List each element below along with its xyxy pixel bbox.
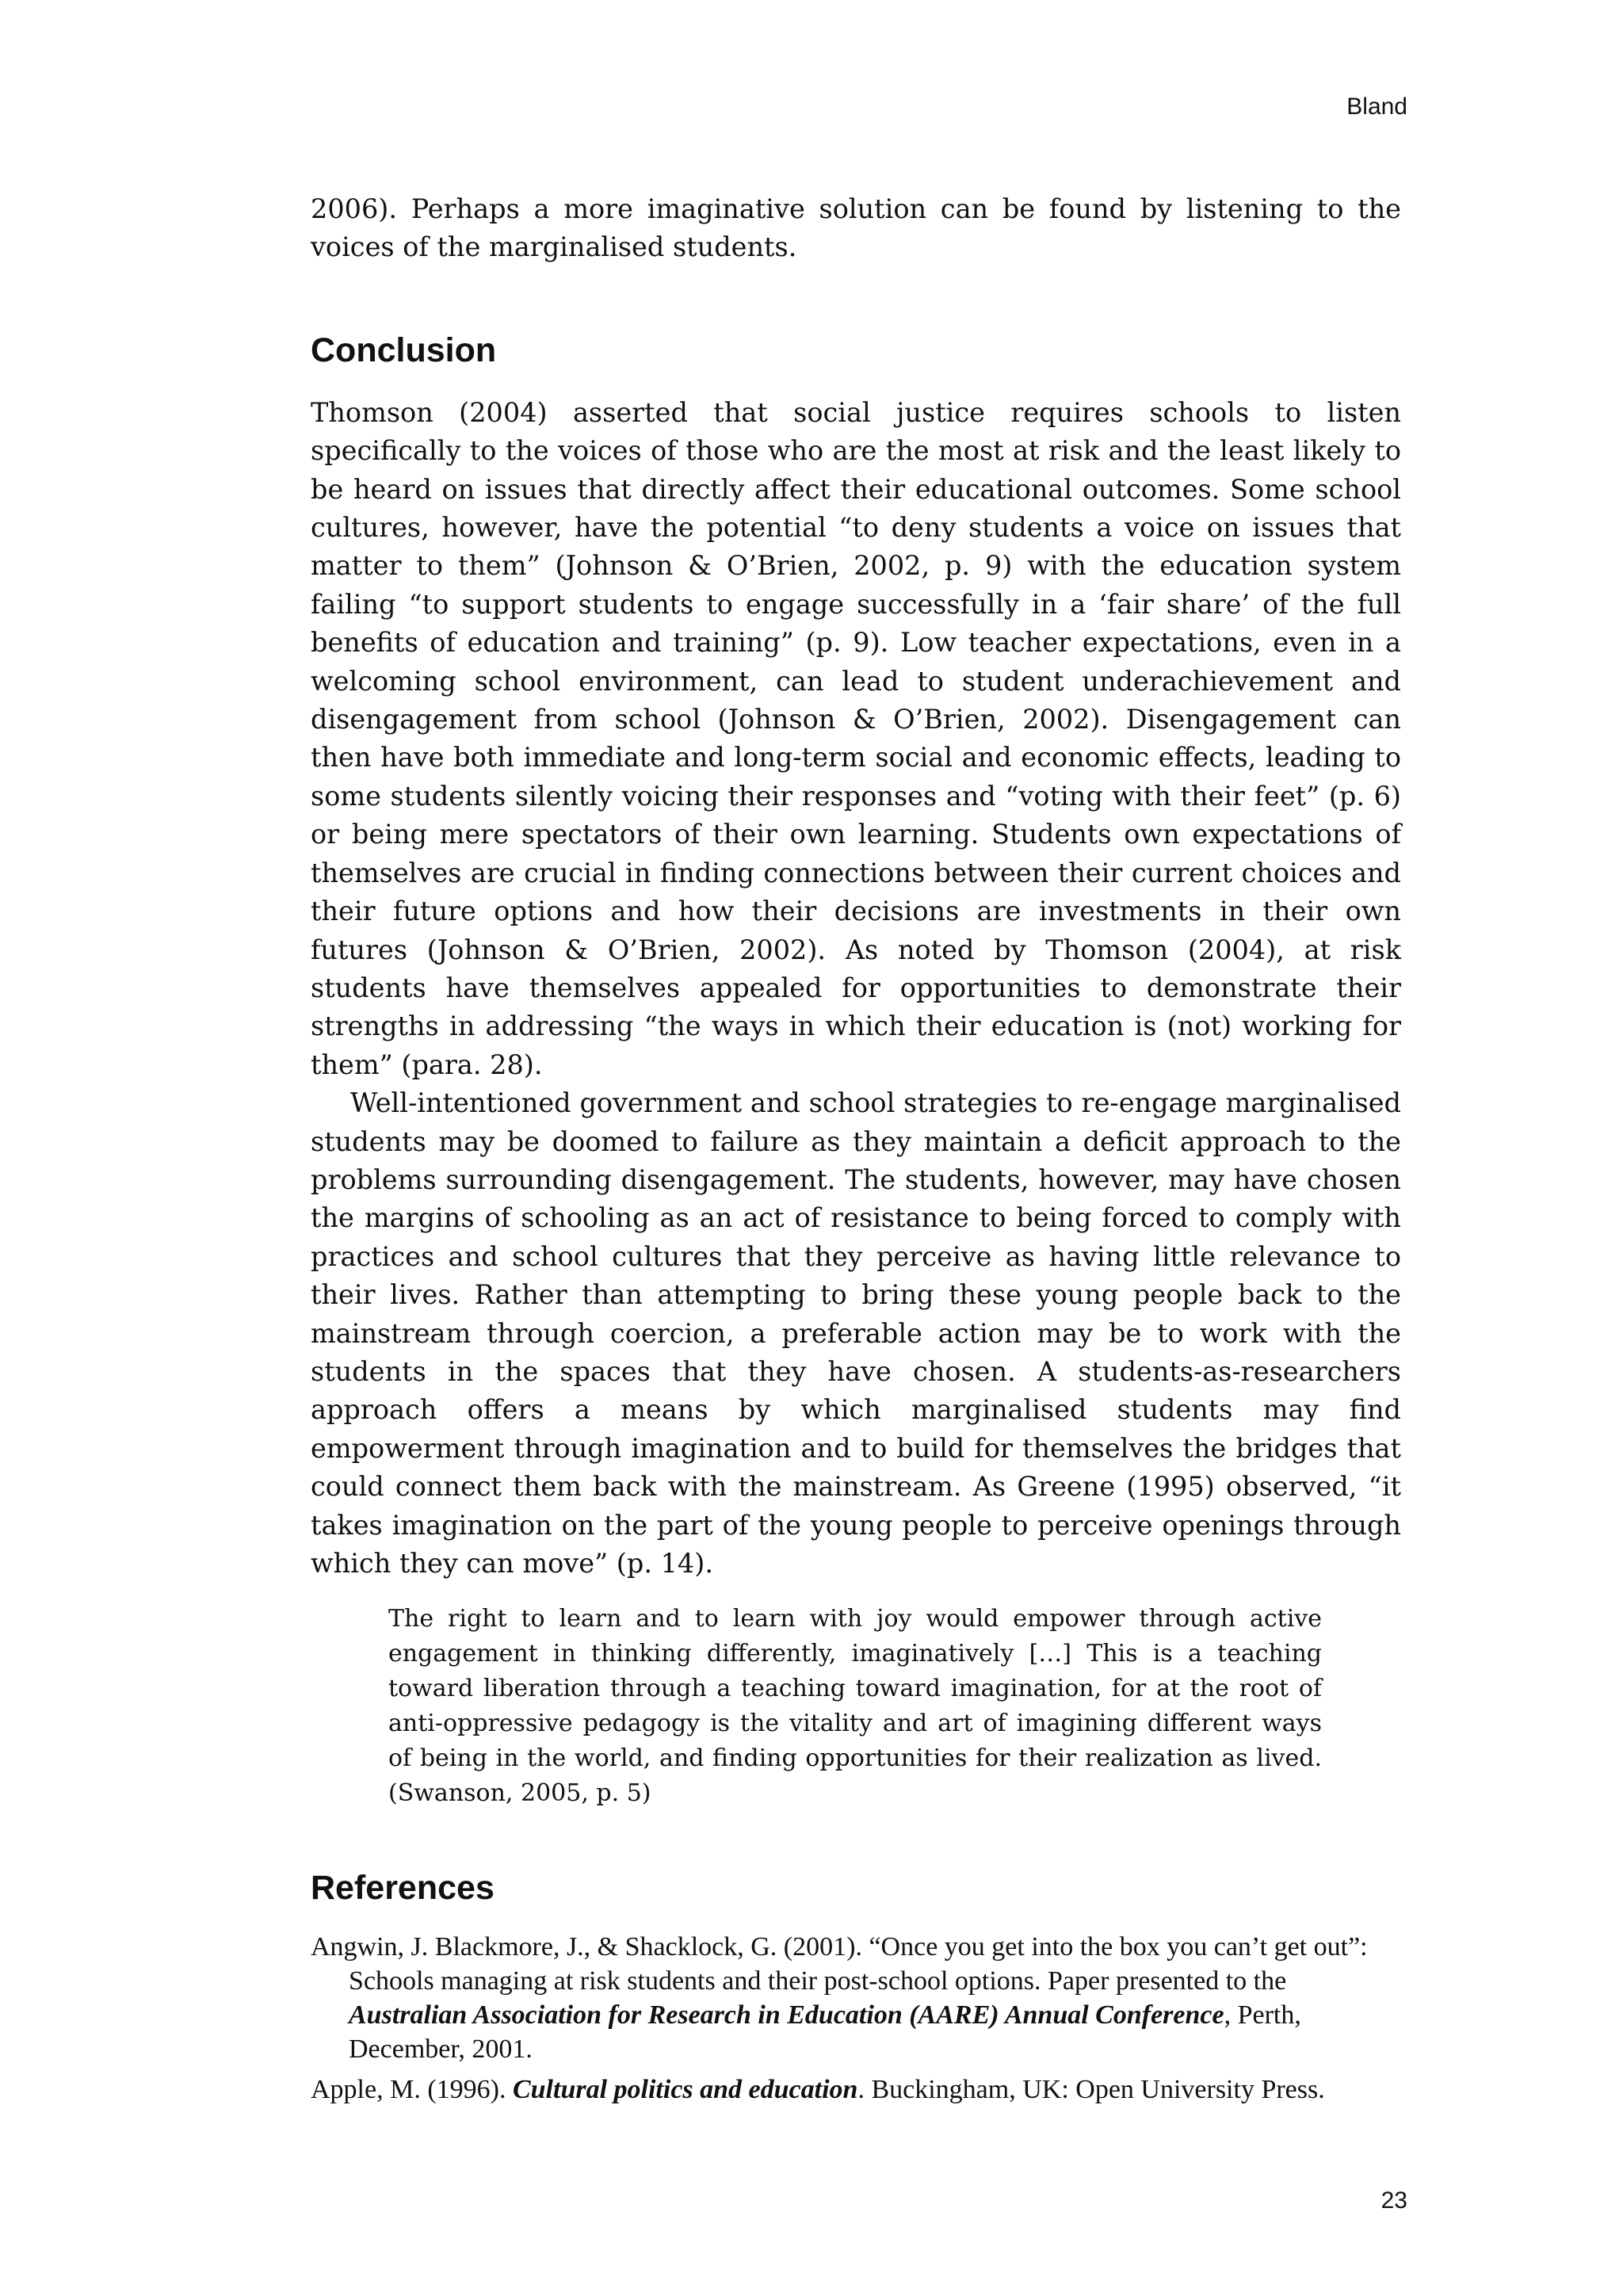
page-number: 23 — [1381, 2187, 1407, 2214]
reference-item-apple — [311, 2073, 1401, 2107]
block-quote: The right to learn and to learn with joy would empower through active engagement in thinking differently, imaginatively […] This is a teaching toward liberation through a teaching toward imagination, for at the root of anti-oppressive pedagogy is the vitality and art of imagining different ways of being in the world, and finding opportunities for their realization as lived. (Swanson, 2005, p. 5) — [388, 1605, 1322, 1808]
page-content — [311, 190, 1401, 2113]
opening-paragraph: 2006). Perhaps a more imaginative solution can be found by listening to the voices of the marginalised students. — [311, 193, 1401, 263]
reference-text: Angwin, J. Blackmore, J., & Shacklock, G. (2001). “Once you get into the box you can’t get out”: Schools managing at risk students and their post-school options. Paper presented to the — [311, 1932, 1368, 1996]
reference-item-angwin — [311, 1930, 1401, 2066]
conclusion-paragraph-1: Thomson (2004) asserted that social justice requires schools to listen specifically to the voices of those who are the most at risk and the least likely to be heard on issues that directly affect their educational outcomes. Some school cultures, however, have the potential “to deny students a voice on issues that matter to them” (Johnson & O’Brien, 2002, p. 9) with the education system failing “to support students to engage successfully in a ‘fair share’ of the full benefits of education and training” (p. 9). Low teacher expectations, even in a welcoming school environment, can lead to student underachievement and disengagement from school (Johnson & O’Brien, 2002). Disengagement can then have both immediate and long-term social and economic effects, leading to some students silently voicing their responses and “voting with their feet” (p. 6) or being mere spectators of their own learning. Students own expectations of themselves are crucial in finding connections between their current choices and their future options and how their decisions are investments in their own futures (Johnson & O’Brien, 2002). As noted by Thomson (2004), at risk students have themselves appealed for opportunities to demonstrate their strengths in addressing “the ways in which their education is (not) working for them” (para. 28). — [311, 396, 1401, 1080]
reference-title: Australian Association for Research in Education (AARE) Annual Conference — [349, 2000, 1224, 2030]
conclusion-paragraph-2: Well-intentioned government and school strategies to re-engage marginalised students may be doomed to failure as they maintain a deficit approach to the problems surrounding disengagement. The students, however, may have chosen the margins of schooling as an act of resistance to being forced to comply with practices and school cultures that they perceive as having little relevance to their lives. Rather than attempting to bring these young people back to the mainstream through coercion, a preferable action may be to work with the students in the spaces that they have chosen. A students-as-researchers approach offers a means by which marginalised students may find empowerment through imagination and to build for themselves the bridges that could connect them back with the mainstream. As Greene (1995) observed, “it takes imagination on the part of the young people to perceive openings through which they can move” (p. 14). — [311, 1087, 1401, 1579]
conclusion-heading: Conclusion — [311, 330, 497, 369]
reference-list — [311, 1930, 1401, 2107]
reference-text: . Buckingham, UK: Open University Press. — [857, 2075, 1325, 2105]
running-head: Bland — [1346, 94, 1407, 120]
references-heading: References — [311, 1869, 495, 1908]
reference-text: Apple, M. (1996). — [311, 2075, 513, 2105]
reference-text: , Perth, December, 2001. — [349, 2000, 1301, 2065]
reference-title: Cultural politics and education — [512, 2075, 858, 2105]
